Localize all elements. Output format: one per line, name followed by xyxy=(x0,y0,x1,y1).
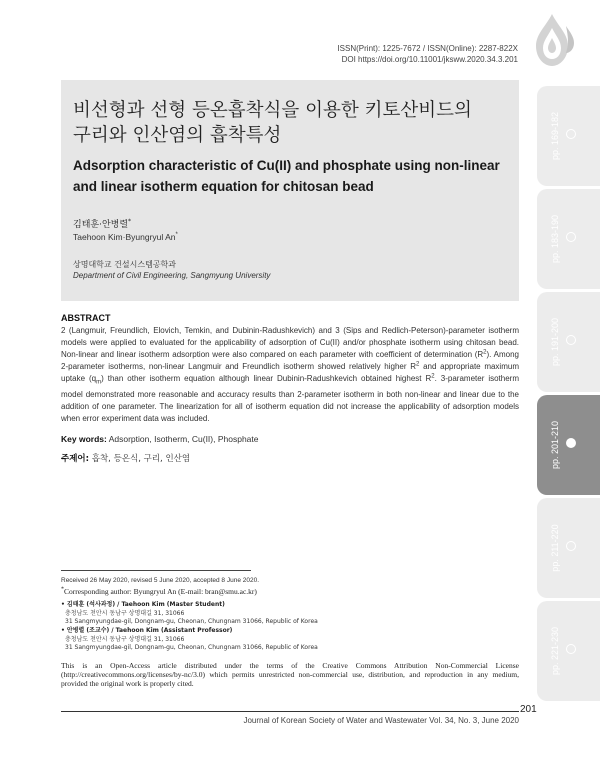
keywords-korean-value: 흡착, 등온식, 구리, 인산염 xyxy=(89,454,191,464)
tab-label: pp. 169-182 xyxy=(550,111,560,161)
authors-korean-text: 김태훈·안병렬 xyxy=(73,220,129,230)
tab-label: pp. 201-210 xyxy=(550,420,560,470)
tab-label: pp. 191-200 xyxy=(550,317,560,367)
tab-circle-icon xyxy=(566,335,576,345)
keywords-korean xyxy=(61,452,190,464)
authors-english xyxy=(73,232,178,242)
page-number: 201 xyxy=(520,704,537,715)
tab-page-range-active[interactable] xyxy=(537,395,600,495)
abstract-text: 2 (Langmuir, Freundlich, Elovich, Temkin, and Dubinin-Radushkevich) and 3 (Sips and Redlich-Peterson)-parameter isotherm models were applied to evaluated for the applicability of adsorption of Cu(II) and/or phosphate isotherm using chitosan bead. Non-linear and linear isotherm adsorption were also compared on each parameter with coefficient of determination (R xyxy=(61,326,519,359)
abstract-body xyxy=(61,325,519,425)
keywords-english xyxy=(61,434,259,444)
author-info-1 xyxy=(61,601,318,627)
korean-title-line1: 비선형과 선형 등온흡착식을 이용한 키토산비드의 xyxy=(73,100,472,121)
english-title-line2: and linear isotherm equation for chitosan bead xyxy=(73,179,374,194)
footnote-divider xyxy=(61,570,251,571)
english-title-line1: Adsorption characteristic of Cu(II) and phosphate using non-linear xyxy=(73,158,500,173)
authors-english-text: Taehoon Kim·Byungryul An xyxy=(73,232,176,242)
abstract-text: ). Among 2-parameter isotherms, non-linear Langmuir and Freundlich isotherm showed relatively higher R xyxy=(61,350,519,371)
abstract-heading: ABSTRACT xyxy=(61,313,111,323)
tab-circle-icon xyxy=(566,438,576,448)
tab-circle-icon xyxy=(566,644,576,654)
corresponding-mark: * xyxy=(175,232,178,239)
footer-divider xyxy=(61,711,519,712)
korean-title-line2: 구리와 인산염의 흡착특성 xyxy=(73,125,282,146)
corresponding-mark: * xyxy=(128,218,132,225)
tab-page-range[interactable] xyxy=(537,292,600,392)
author-address-english: 31 Sangmyungdae-gil, Dongnam-gu, Cheonan, Chungnam 31066, Republic of Korea xyxy=(65,618,318,625)
subscript: m xyxy=(96,379,102,386)
english-title xyxy=(73,155,513,197)
issn-line: ISSN(Print): 1225-7672 / ISSN(Online): 2287-822X xyxy=(337,44,518,53)
abstract-text: . 3-parameter isotherm model demonstrated more reasonable and accuracy results than 2-parameter isotherm in both non-linear and linear due to the addition of one parameter. The linearization for all of isotherm equation did not increase the applicability of adsorption models when error experiment data was included. xyxy=(61,374,520,423)
tab-circle-icon xyxy=(566,232,576,242)
tab-page-range[interactable] xyxy=(537,86,600,186)
tab-circle-icon xyxy=(566,129,576,139)
author-name: • 안병렬 (조교수) / Taehoon Kim (Assistant Professor) xyxy=(61,627,233,634)
author-address-english: 31 Sangmyungdae-gil, Dongnam-gu, Cheonan, Chungnam 31066, Republic of Korea xyxy=(65,644,318,651)
tab-label: pp. 221-230 xyxy=(550,626,560,676)
tab-page-range[interactable] xyxy=(537,498,600,598)
page-range-tabs xyxy=(537,86,600,700)
authors-korean xyxy=(73,217,131,230)
superscript: 2 xyxy=(416,361,420,368)
author-address-korean: 충청남도 천안시 동남구 상명대길 31, 31066 xyxy=(65,609,185,617)
tab-label: pp. 211-220 xyxy=(550,524,560,572)
corresponding-author xyxy=(61,587,257,596)
superscript: 2 xyxy=(483,349,487,356)
journal-citation: Journal of Korean Society of Water and Wastewater Vol. 34, No. 3, June 2020 xyxy=(243,716,519,725)
received-dates: Received 26 May 2020, revised 5 June 2020, accepted 8 June 2020. xyxy=(61,577,260,584)
journal-logo-icon xyxy=(528,12,576,68)
abstract-text: and appropriate maximum uptake (q xyxy=(61,362,519,383)
affiliation-english: Department of Civil Engineering, Sangmyung University xyxy=(73,271,271,280)
author-address-korean: 충청남도 천안시 동남구 상명대길 31, 31066 xyxy=(65,635,185,643)
author-info-2 xyxy=(61,627,318,653)
doi-line[interactable]: DOI https://doi.org/10.11001/jksww.2020.34.3.201 xyxy=(341,54,518,64)
corresponding-author-text: Corresponding author: Byungryul An (E-mail: bran@smu.ac.kr) xyxy=(64,587,257,596)
affiliation-korean: 상명대학교 건설시스템공학과 xyxy=(73,260,177,269)
tab-circle-icon xyxy=(566,541,576,551)
issn-doi-block xyxy=(300,44,518,65)
keywords-korean-label: 주제어: xyxy=(61,454,90,464)
korean-title xyxy=(73,98,513,148)
superscript: 2 xyxy=(431,373,435,380)
corresponding-mark: * xyxy=(61,586,64,593)
tab-page-range[interactable] xyxy=(537,189,600,289)
keywords-value: Adsorption, Isotherm, Cu(II), Phosphate xyxy=(106,434,259,444)
author-name: • 김태훈 (석사과정) / Taehoon Kim (Master Student) xyxy=(61,601,225,608)
license-notice: This is an Open-Access article distributed under the terms of the Creative Commons Attribution Non-Commercial License (http://creativecommons.org/licenses/by-nc/3.0) which permits unrestricted non-commercial use, distribution, and reproduction in any medium, provided the original work is properly cited. xyxy=(61,661,519,688)
tab-page-range[interactable] xyxy=(537,601,600,701)
abstract-text: ) than other isotherm equation although linear Dubinin-Radushkevich obtained highest R xyxy=(101,374,432,383)
keywords-label: Key words: xyxy=(61,434,107,444)
tab-label: pp. 183-190 xyxy=(550,214,560,264)
